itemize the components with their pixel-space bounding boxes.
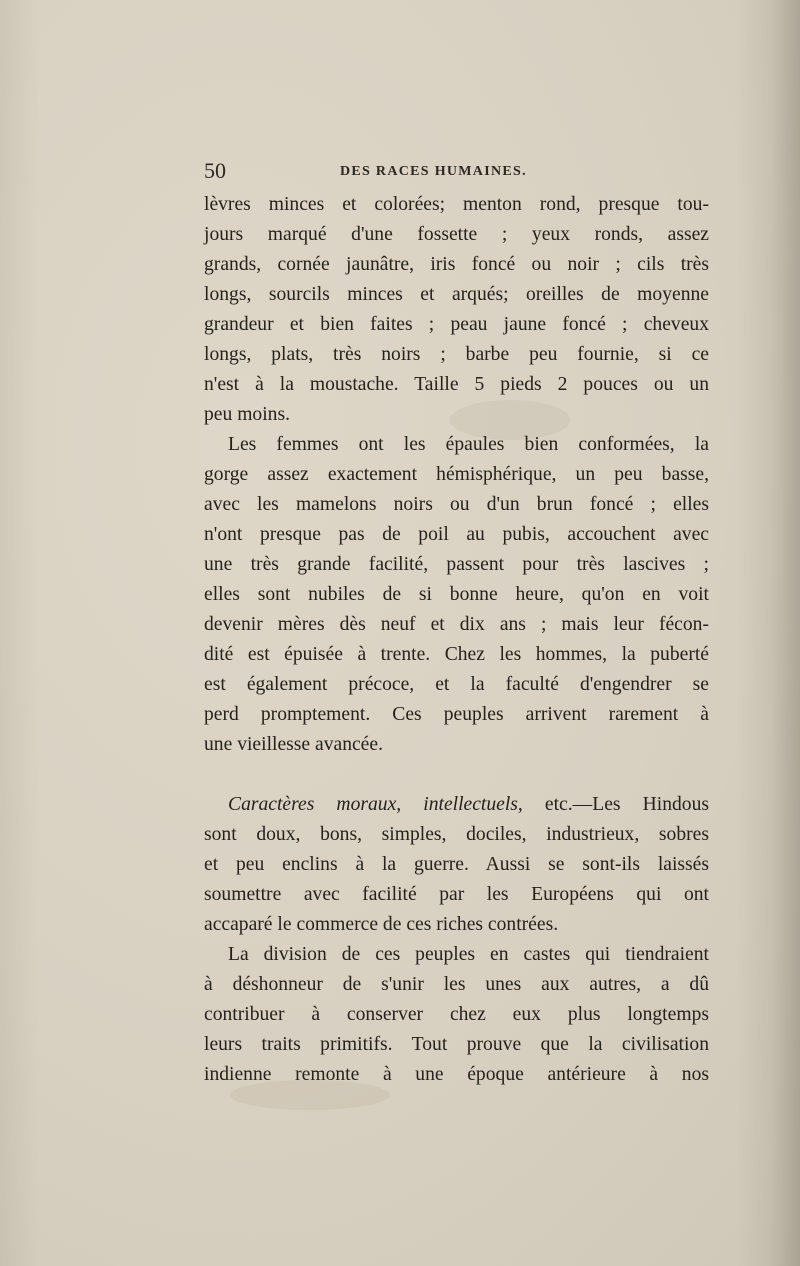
- text-line: elles sont nubiles de si bonne heure, qu'on en voit: [204, 584, 709, 605]
- text-line: une vieillesse avancée.: [204, 734, 383, 755]
- text-line: n'ont presque pas de poil au pubis, accouchent avec: [204, 524, 709, 545]
- text-line: gorge assez exactement hémisphérique, un peu basse,: [204, 464, 709, 485]
- text-line: peu moins.: [204, 404, 290, 425]
- text-line: leurs traits primitifs. Tout prouve que la civilisation: [204, 1034, 709, 1055]
- text-line: Les femmes ont les épaules bien conformées, la: [228, 434, 709, 455]
- text-line: jours marqué d'une fossette ; yeux ronds, assez: [204, 224, 709, 245]
- text-line: La division de ces peuples en castes qui tiendraient: [228, 944, 709, 965]
- text-line: perd promptement. Ces peuples arrivent rarement à: [204, 704, 709, 725]
- text-line: longs, plats, très noirs ; barbe peu fournie, si ce: [204, 344, 709, 365]
- text-line: avec les mamelons noirs ou d'un brun foncé ; elles: [204, 494, 709, 515]
- text-block-upper: [204, 190, 709, 760]
- text-line: dité est épuisée à trente. Chez les hommes, la puberté: [204, 644, 709, 665]
- text-line: à déshonneur de s'unir les unes aux autres, a dû: [204, 974, 709, 995]
- text-line: accaparé le commerce de ces riches contrées.: [204, 914, 559, 935]
- text-line: et peu enclins à la guerre. Aussi se sont-ils laissés: [204, 854, 709, 875]
- section-heading-italic: Caractères moraux, intellectuels,: [228, 794, 523, 815]
- text-line: sont doux, bons, simples, dociles, industrieux, sobres: [204, 824, 709, 845]
- text-line: une très grande facilité, passent pour très lascives ;: [204, 554, 709, 575]
- section-heading-rest: etc.—Les Hindous: [522, 794, 710, 815]
- page-left-shadow: [0, 0, 40, 1266]
- text-line: indienne remonte à une époque antérieure à nos: [204, 1064, 709, 1085]
- text-line: contribuer à conserver chez eux plus longtemps: [204, 1004, 709, 1025]
- text-line: grandeur et bien faites ; peau jaune foncé ; cheveux: [204, 314, 709, 335]
- text-line: soumettre avec facilité par les Européens qui ont: [204, 884, 709, 905]
- text-line-heading: [204, 790, 709, 820]
- page-number: 50: [204, 158, 226, 183]
- text-line: longs, sourcils minces et arqués; oreilles de moyenne: [204, 284, 709, 305]
- text-line: est également précoce, et la faculté d'engendrer se: [204, 674, 709, 695]
- text-line: devenir mères dès neuf et dix ans ; mais leur fécon-: [204, 614, 709, 635]
- text-line: grands, cornée jaunâtre, iris foncé ou noir ; cils très: [204, 254, 709, 275]
- text-block-lower: [204, 790, 709, 1090]
- running-title: DES RACES HUMAINES.: [340, 164, 527, 179]
- text-line: lèvres minces et colorées; menton rond, presque tou-: [204, 194, 709, 215]
- page-edge-shadow: [736, 0, 800, 1266]
- page-header: [204, 158, 709, 184]
- text-line: n'est à la moustache. Taille 5 pieds 2 pouces ou un: [204, 374, 709, 395]
